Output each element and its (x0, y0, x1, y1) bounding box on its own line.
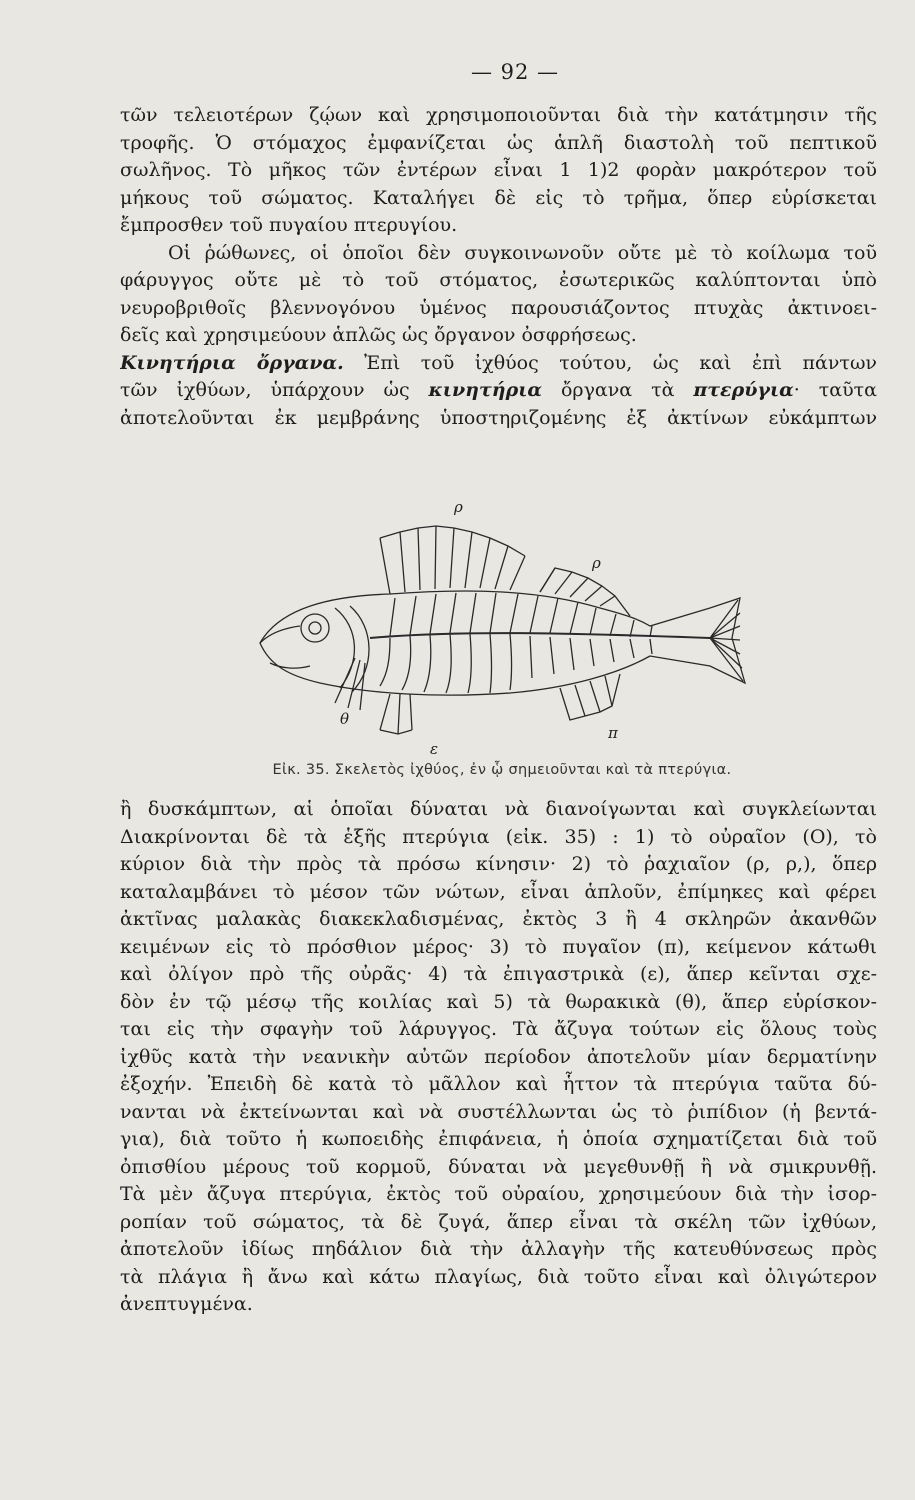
emphasis-term: κινητήρια (428, 379, 543, 401)
text-line: για), διὰ τοῦτο ἡ κωποειδὴς ἐπιφάνεια, ἡ ὁποία σχηματίζεται διὰ τοῦ (120, 1128, 877, 1150)
text-span: · ταῦτα (793, 379, 877, 401)
label-anal: π (608, 724, 618, 742)
text-line: καταλαμβάνει τὸ μέσον τῶν νώτων, εἶναι ἁπλοῦν, ἐπίμηκες καὶ φέρει (120, 880, 877, 903)
figure-caption: Εἰκ. 35. Σκελετὸς ἰχθύος, ἐν ᾧ σημειοῦνται καὶ τὰ πτερύγια. (272, 762, 732, 778)
fish-skeleton-figure (240, 498, 780, 758)
text-line: ἀνεπτυγμένα. (120, 1293, 253, 1315)
text-line: ἰχθῦς κατὰ τὴν νεανικὴν αὐτῶν περίοδον ἀποτελοῦν μίαν δερματίνην (120, 1045, 877, 1068)
text-line: ται εἰς τὴν σφαγὴν τοῦ λάρυγγος. Τὰ ἄζυγα τούτων εἰς ὅλους τοὺς (120, 1018, 877, 1040)
text-line: νευροβριθοῖς βλεννογόνου ὑμένος παρουσιάζοντος πτυχὰς ἀκτινοει- (120, 296, 877, 319)
text-block-top (120, 102, 877, 432)
text-line: Οἱ ῥώθωνες, οἱ ὁποῖοι δὲν συγκοινωνοῦν οὔτε μὲ τὸ κοίλωμα τοῦ (168, 241, 877, 264)
text-line: καὶ ὀλίγον πρὸ τῆς οὐρᾶς· 4) τὰ ἐπιγαστρικὰ (ε), ἅπερ κεῖνται σχε- (120, 963, 877, 985)
text-line: φάρυγγος οὔτε μὲ τὸ τοῦ στόματος, ἐσωτερικῶς καλύπτονται ὑπὸ (120, 269, 877, 291)
fish-skeleton-illustration (240, 498, 780, 758)
text-line: Διακρίνονται δὲ τὰ ἑξῆς πτερύγια (εἰκ. 35) : 1) τὸ οὐραῖον (Ο), τὸ (120, 825, 877, 848)
text-line: ροπίαν τοῦ σώματος, τὰ δὲ ζυγά, ἅπερ εἶναι τὰ σκέλη τῶν ἰχθύων, (120, 1210, 877, 1233)
text-line: ἔμπροσθεν τοῦ πυγαίου πτερυγίου. (120, 214, 458, 236)
text-line: νανται νὰ ἐκτείνωνται καὶ νὰ συστέλλωνται ὡς τὸ ῥιπίδιον (ἡ βεντά- (120, 1100, 877, 1123)
text-line: ἀκτῖνας μαλακὰς διακεκλαδισμένας, ἐκτὸς 3 ἢ 4 σκληρῶν ἀκανθῶν (120, 908, 877, 930)
text-line: ἀποτελοῦνται ἐκ μεμβράνης ὑποστηριζομένης ἐξ ἀκτίνων εὐκάμπτων (120, 406, 877, 429)
label-thoracic: θ (340, 710, 350, 728)
label-dorsal-2: ρ (592, 554, 601, 572)
text-line: Τὰ μὲν ἄζυγα πτερύγια, ἐκτὸς τοῦ οὐραίου, χρησιμεύουν διὰ τὴν ἰσορ- (120, 1183, 877, 1205)
text-line: τῶν τελειοτέρων ζῴων καὶ χρησιμοποιοῦνται διὰ τὴν κατάτμησιν τῆς (120, 104, 877, 126)
text-span: Ἐπὶ τοῦ ἰχθύος τούτου, ὡς καὶ ἐπὶ πάντων (343, 351, 877, 374)
text-line (120, 377, 877, 405)
text-block-bottom (120, 796, 877, 1319)
text-span: ὄργανα τὰ (542, 379, 694, 401)
section-heading: Κινητήρια ὄργανα. (120, 351, 344, 374)
label-dorsal: ρ (454, 498, 463, 516)
text-line: τροφῆς. Ὁ στόμαχος ἐμφανίζεται ὡς ἁπλῆ διαστολὴ τοῦ πεπτικοῦ (120, 131, 877, 154)
page-number: — 92 — (470, 60, 560, 84)
text-line: ἐξοχήν. Ἐπειδὴ δὲ κατὰ τὸ μᾶλλον καὶ ἧττον τὰ πτερύγια ταῦτα δύ- (120, 1073, 877, 1095)
text-line: κύριον διὰ τὴν πρὸς τὰ πρόσω κίνησιν· 2) τὸ ῥαχιαῖον (ρ, ρ,), ὅπερ (120, 853, 877, 875)
text-line: ἢ δυσκάμπτων, αἱ ὁποῖαι δύναται νὰ διανοίγωνται καὶ συγκλείωνται (120, 798, 877, 820)
text-line: δεῖς καὶ χρησιμεύουν ἁπλῶς ὡς ὄργανον ὀσφρήσεως. (120, 324, 637, 346)
text-line (120, 350, 877, 378)
text-line: τὰ πλάγια ἢ ἄνω καὶ κάτω πλαγίως, διὰ τοῦτο εἶναι καὶ ὀλιγώτερον (120, 1265, 877, 1288)
text-line: μήκους τοῦ σώματος. Καταλήγει δὲ εἰς τὸ τρῆμα, ὅπερ εὑρίσκεται (120, 186, 877, 209)
text-line: κειμένων εἰς τὸ πρόσθιον μέρος· 3) τὸ πυγαῖον (π), κείμενον κάτωθι (120, 935, 877, 958)
label-ventral: ε (430, 740, 439, 758)
text-line: δὸν ἐν τῷ μέσῳ τῆς κοιλίας καὶ 5) τὰ θωρακικὰ (θ), ἅπερ εὑρίσκον- (120, 990, 877, 1013)
text-span: τῶν ἰχθύων, ὑπάρχουν ὡς (120, 379, 429, 401)
text-line: σωλῆνος. Τὸ μῆκος τῶν ἐντέρων εἶναι 1 1)2 φορὰν μακρότερον τοῦ (120, 159, 877, 181)
emphasis-term: πτερύγια (693, 379, 794, 401)
text-line: ὀπισθίου μέρους τοῦ κορμοῦ, δύναται νὰ μεγεθυνθῇ ἢ νὰ σμικρυνθῇ. (120, 1155, 877, 1178)
text-line: ἀποτελοῦν ἰδίως πηδάλιον διὰ τὴν ἀλλαγὴν τῆς κατευθύνσεως πρὸς (120, 1238, 877, 1260)
